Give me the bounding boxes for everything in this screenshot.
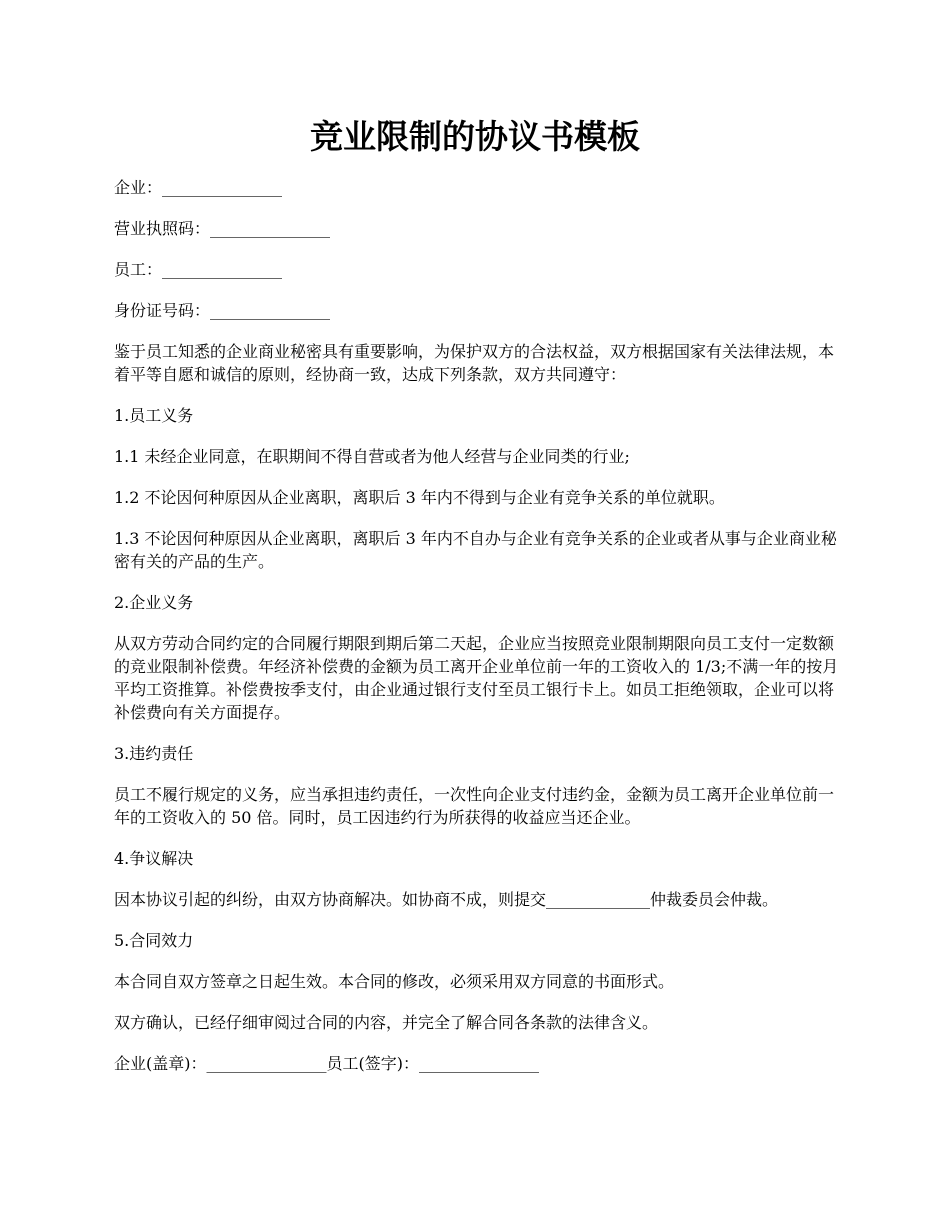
clause-paragraph: 从双方劳动合同约定的合同履行期限到期后第二天起，企业应当按照竞业限制期限向员工支付一定数额的竞业限制补偿费。年经济补偿费的金额为员工离开企业单位前一年的工资收入的 1/3;不满一年的按月平均工资推算。补偿费按季支付，由企业通过银行支付至员工银行卡上。如员工拒绝领取，企业可以将补偿费向有关方面提存。 <box>114 634 839 722</box>
section-heading: 4.争议解决 <box>114 849 194 868</box>
clause-paragraph: 本合同自双方签章之日起生效。本合同的修改，必须采用双方同意的书面形式。 <box>114 972 675 991</box>
clause-paragraph: 因本协议引起的纠纷，由双方协商解决。如协商不成，则提交_____________仲裁委员会仲裁。 <box>114 890 779 909</box>
document-body <box>114 176 840 1093</box>
signature-line: 企业(盖章)：_______________员工(签字)：_______________ <box>114 1054 539 1073</box>
id-number-field: 身份证号码：_______________ <box>114 301 331 320</box>
document-title: 竞业限制的协议书模板 <box>310 117 640 156</box>
clause-paragraph: 双方确认，已经仔细审阅过合同的内容，并完全了解合同各条款的法律含义。 <box>114 1013 659 1032</box>
clause-paragraph: 1.1 未经企业同意，在职期间不得自营或者为他人经营与企业同类的行业; <box>114 447 630 466</box>
section-heading: 5.合同效力 <box>114 931 194 950</box>
clause-paragraph: 员工不履行规定的义务，应当承担违约责任，一次性向企业支付违约金，金额为员工离开企业单位前一年的工资收入的 50 倍。同时，员工因违约行为所获得的收益应当还企业。 <box>114 785 835 827</box>
business-license-field: 营业执照码：_______________ <box>114 219 331 238</box>
enterprise-field: 企业：_______________ <box>114 178 283 197</box>
section-heading: 2.企业义务 <box>114 593 194 612</box>
clause-paragraph: 1.2 不论因何种原因从企业离职，离职后 3 年内不得到与企业有竞争关系的单位就职。 <box>114 488 725 507</box>
section-heading: 3.违约责任 <box>114 744 194 763</box>
employee-field: 员工：_______________ <box>114 260 283 279</box>
clause-paragraph: 1.3 不论因何种原因从企业离职，离职后 3 年内不自办与企业有竞争关系的企业或者从事与企业商业秘密有关的产品的生产。 <box>114 529 837 571</box>
preamble-paragraph: 鉴于员工知悉的企业商业秘密具有重要影响，为保护双方的合法权益，双方根据国家有关法律法规，本着平等自愿和诚信的原则，经协商一致，达成下列条款，双方共同遵守： <box>114 342 835 384</box>
section-heading: 1.员工义务 <box>114 406 194 425</box>
